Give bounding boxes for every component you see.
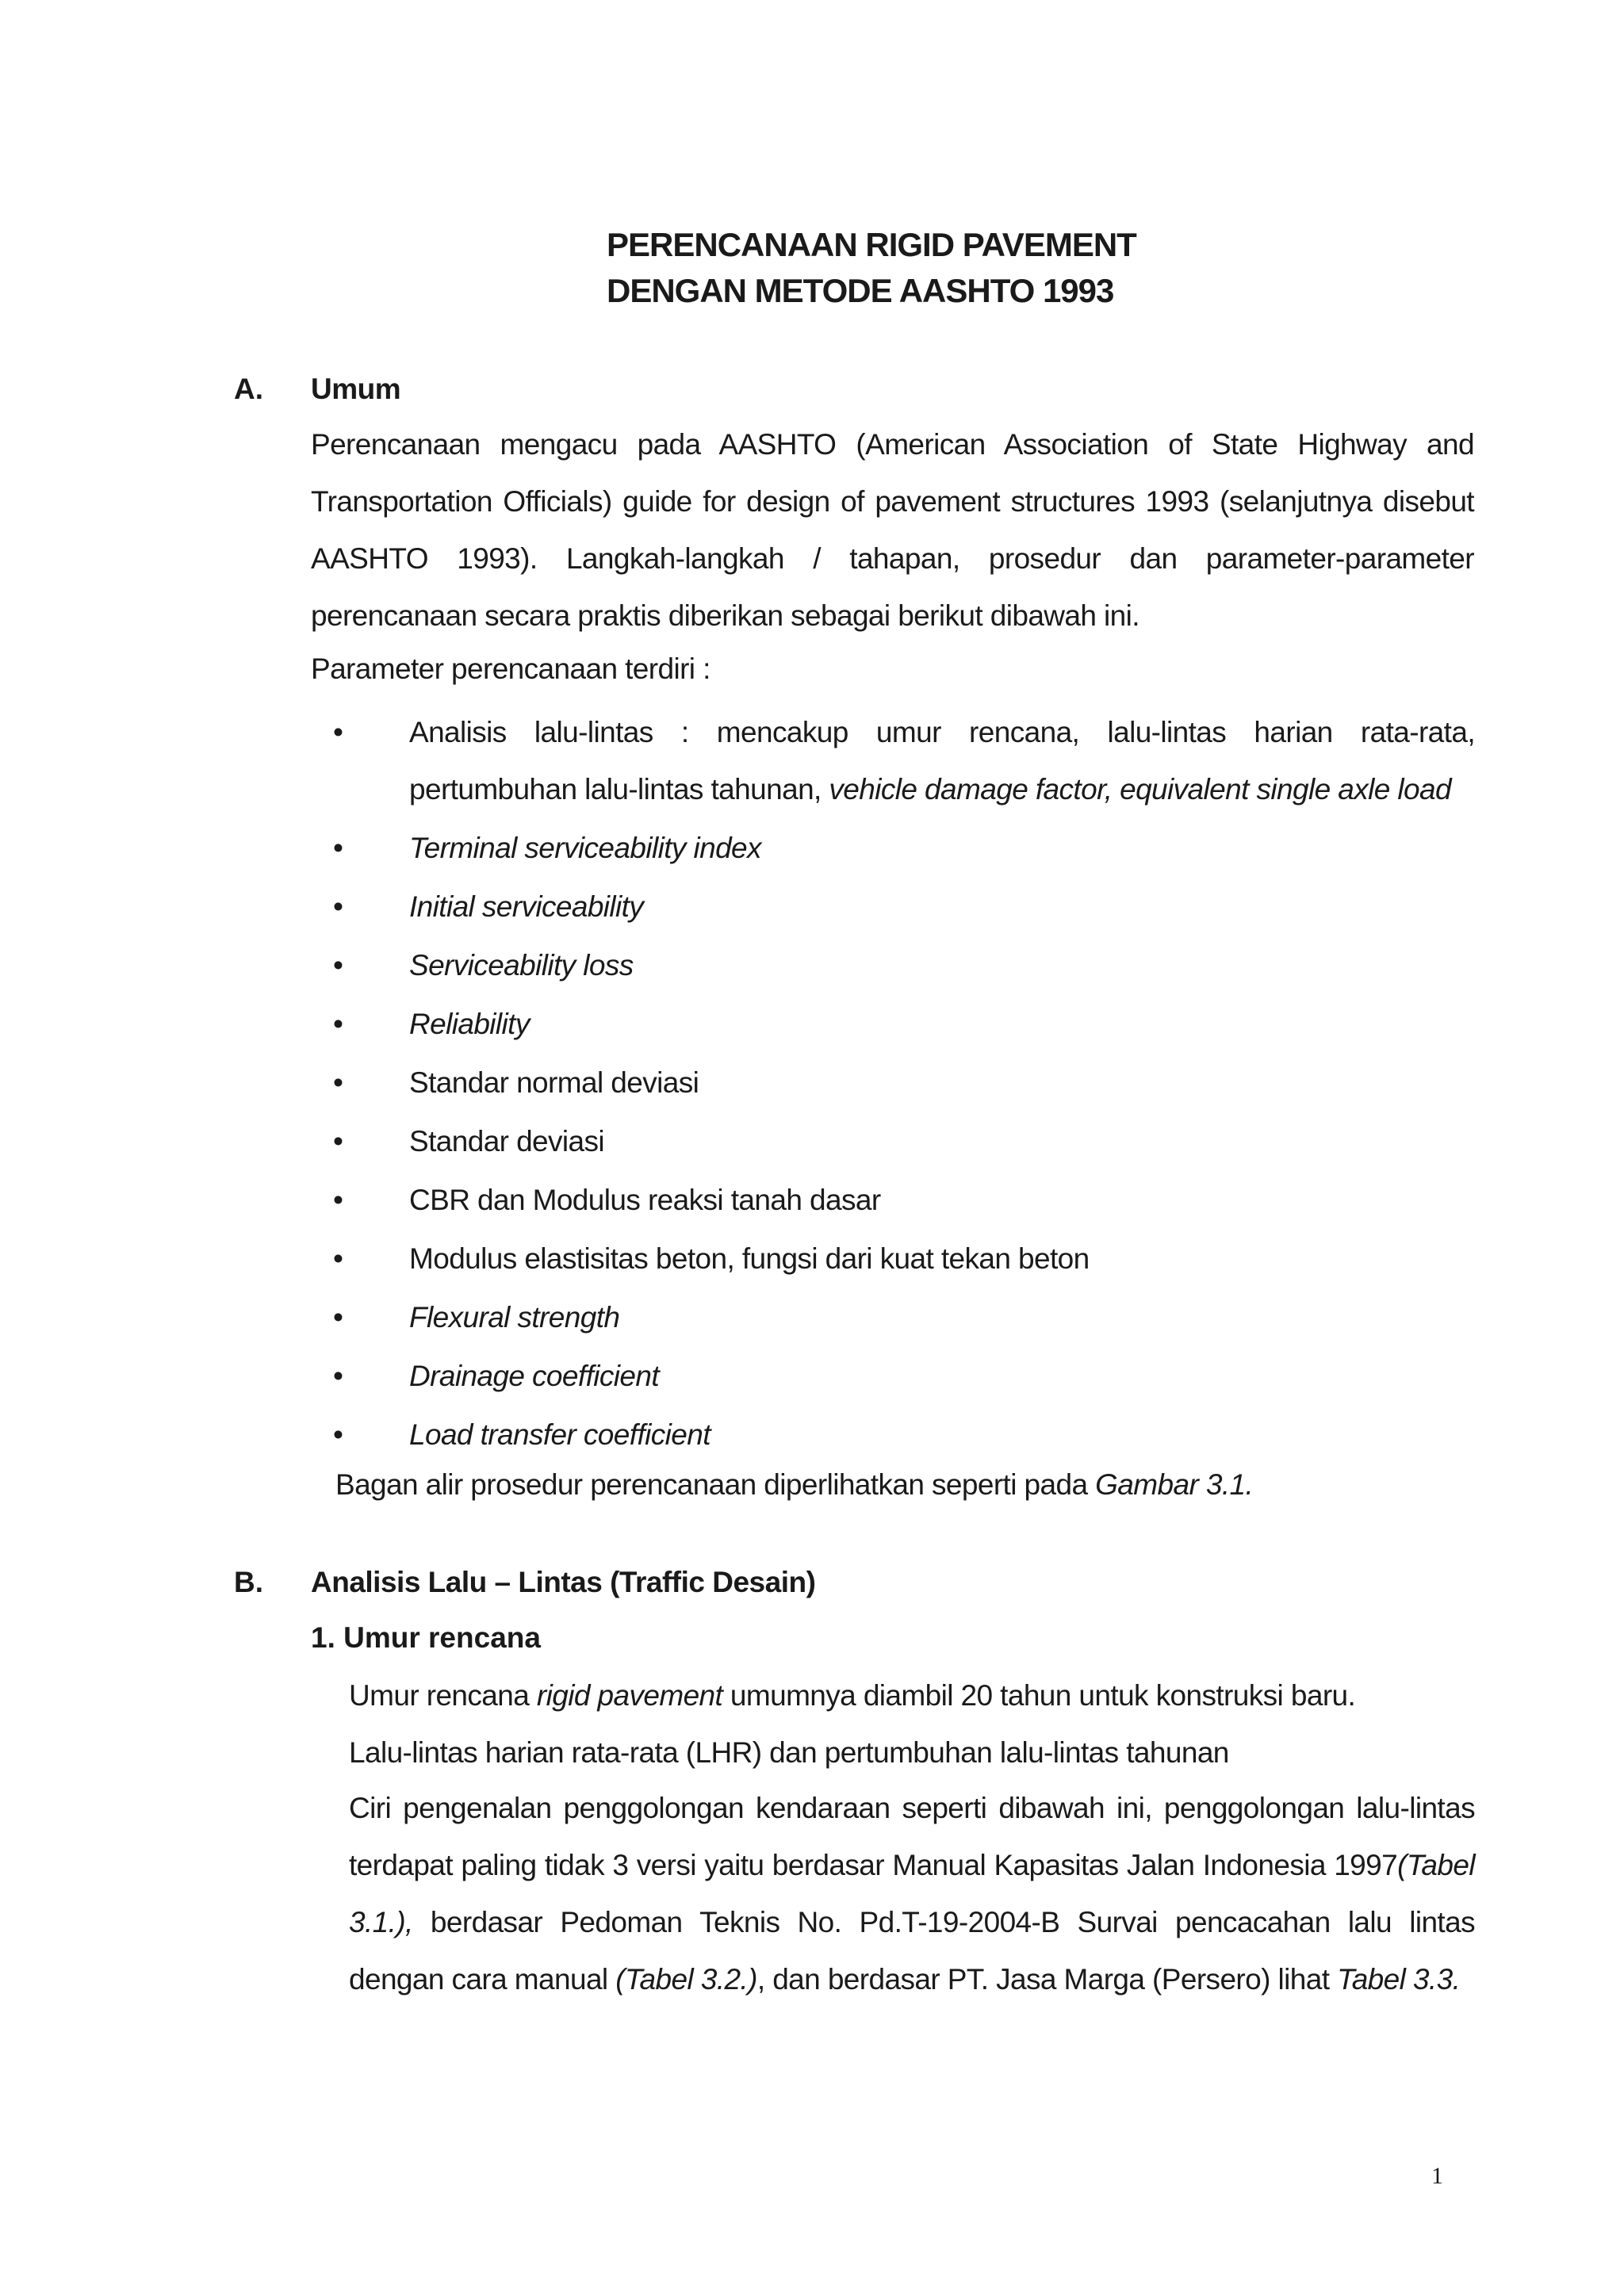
table-reference: (Tabel 3.1.), (349, 1849, 1475, 1938)
section-b-heading: Analisis Lalu – Lintas (Traffic Desain) (311, 1566, 816, 1598)
section-a-heading: Umum (311, 373, 401, 405)
subsection-1-heading: 1. Umur rencana (311, 1621, 541, 1654)
bullet-icon: • (333, 1184, 343, 1216)
list-item (333, 937, 1475, 994)
list-item-text: Flexural strength (409, 1301, 620, 1334)
flowchart-text: Bagan alir prosedur perencanaan diperlihatkan seperti pada (335, 1468, 1096, 1501)
bullet-icon: • (333, 832, 343, 864)
bullet-icon: • (333, 1125, 343, 1158)
bullet-icon: • (333, 1418, 343, 1451)
bullet-icon: • (333, 1008, 343, 1040)
list-item (333, 1054, 1475, 1112)
list-item (333, 1172, 1475, 1229)
bullet-icon: • (333, 1242, 343, 1275)
text-run-italic: rigid pavement (536, 1679, 723, 1712)
design-life-text (349, 1679, 1355, 1712)
page-number: 1 (1431, 2163, 1443, 2189)
list-item (333, 878, 1475, 936)
list-item-text: Load transfer coefficient (409, 1418, 710, 1451)
figure-reference: Gambar 3.1. (1095, 1468, 1254, 1501)
table-reference: (Tabel 3.2.) (615, 1963, 757, 1996)
bullet-icon: • (333, 890, 343, 923)
list-item (333, 996, 1475, 1053)
table-reference: Tabel 3.3. (1337, 1963, 1461, 1996)
list-item-text: Serviceability loss (409, 949, 634, 982)
list-item (333, 820, 1475, 877)
bullet-icon: • (333, 1301, 343, 1334)
text-run: berdasar Pedoman Teknis No. Pd.T-19-2004-B Survai pencacahan lalu lintas dengan cara manual (349, 1906, 1475, 1996)
bullet-icon: • (333, 1360, 343, 1392)
list-item-text: Modulus elastisitas beton, fungsi dari kuat tekan beton (409, 1242, 1090, 1275)
bullet-icon: • (333, 949, 343, 982)
list-item-text: Standar deviasi (409, 1125, 605, 1158)
list-item-text-italic: vehicle damage factor, equivalent single axle load (829, 773, 1451, 806)
parameters-intro: Parameter perencanaan terdiri : (311, 652, 710, 685)
text-run: Ciri pengenalan penggolongan kendaraan seperti dibawah ini, penggolongan lalu-lintas terdapat paling tidak 3 versi yaitu berdasar Manual Kapasitas Jalan Indonesia 1997 (349, 1792, 1475, 1881)
text-run: , dan berdasar PT. Jasa Marga (Persero) lihat (756, 1963, 1338, 1996)
parameter-list (333, 704, 1475, 1465)
list-item (333, 704, 1475, 818)
bullet-icon: • (333, 716, 343, 748)
list-item-text: Drainage coefficient (409, 1360, 660, 1392)
flowchart-reference (335, 1468, 1253, 1502)
list-item (333, 1406, 1475, 1464)
list-item-text: Analisis lalu-lintas : mencakup umur rencana, lalu-lintas harian rata-rata, pertumbuhan lalu-lintas tahunan, (409, 716, 1475, 806)
title-line-2: DENGAN METODE AASHTO 1993 (607, 272, 1114, 309)
bullet-icon: • (333, 1066, 343, 1099)
list-item-text: Initial serviceability (409, 890, 644, 923)
list-item-text: Standar normal deviasi (409, 1066, 699, 1099)
list-item (333, 1230, 1475, 1288)
lhr-text: Lalu-lintas harian rata-rata (LHR) dan pertumbuhan lalu-lintas tahunan (349, 1736, 1229, 1769)
list-item-text: Reliability (409, 1008, 530, 1040)
document-title (607, 222, 1136, 314)
list-item-text: Terminal serviceability index (409, 832, 761, 864)
section-a-letter: A. (234, 373, 263, 405)
list-item-text: CBR dan Modulus reaksi tanah dasar (409, 1184, 881, 1216)
list-item (333, 1113, 1475, 1170)
section-a-paragraph: Perencanaan mengacu pada AASHTO (American Association of State Highway and Transportation Officials) guide for design of pavement structures 1993 (selanjutnya disebut AASHTO 1993). Langkah-langkah / tahapan, prosedur dan parameter-parameter perencanaan secara praktis diberikan sebagai berikut dibawah ini. (311, 428, 1474, 632)
text-run: umumnya diambil 20 tahun untuk konstruksi baru. (722, 1679, 1356, 1712)
list-item (333, 1348, 1475, 1405)
section-b-letter: B. (234, 1566, 263, 1598)
classification-paragraph (349, 1780, 1475, 2008)
text-run: Umur rencana (349, 1679, 537, 1712)
list-item (333, 1289, 1475, 1346)
title-line-1: PERENCANAAN RIGID PAVEMENT (607, 226, 1136, 263)
